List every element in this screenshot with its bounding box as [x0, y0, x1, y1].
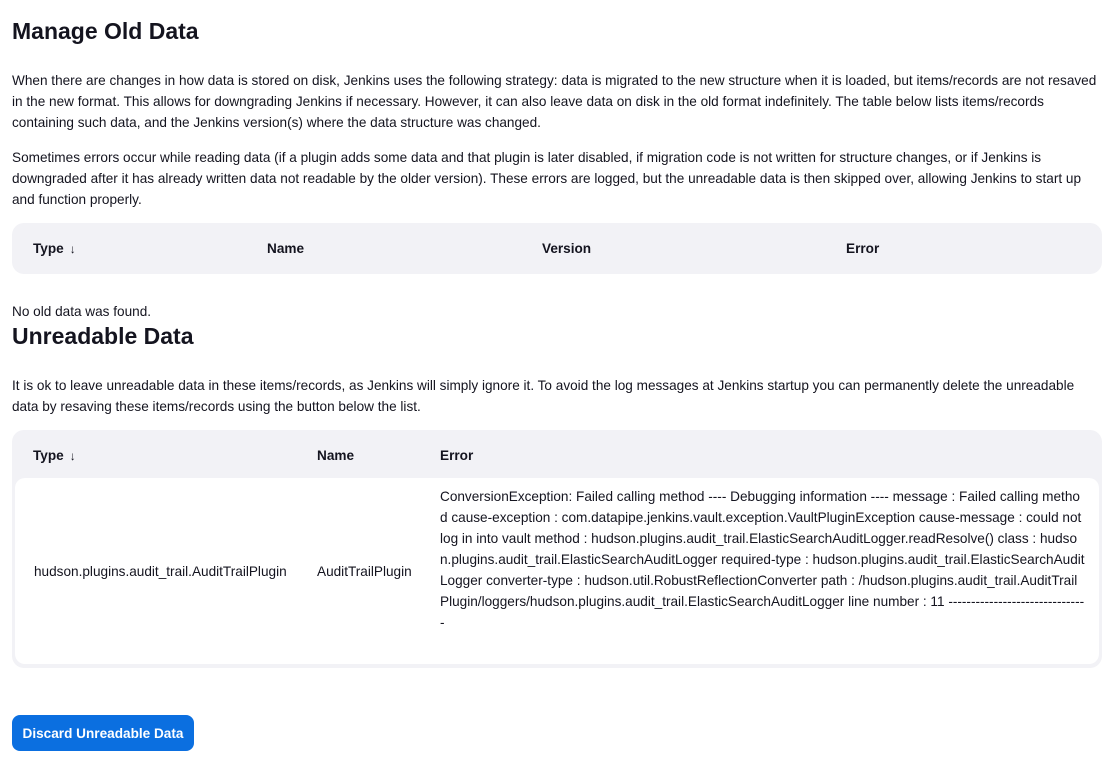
row-type-cell: hudson.plugins.audit_trail.AuditTrailPlugin [34, 564, 287, 579]
row-error-cell: ConversionException: Failed calling method ---- Debugging information ---- message : Failed calling method cause-exception : com.datapipe.jenkins.vault.exception.VaultPluginException cause-message : could not log in into vault method : hudson.plugins.audit_trail.ElasticSearchAuditLogger.readResolve() class : hudson.plugins.audit_trail.ElasticSearchAuditLogger required-type : hudson.plugins.audit_trail.ElasticSearchAuditLogger converter-type : hudson.util.RobustReflectionConverter path : /hudson.plugins.audit_trail.AuditTrailPlugin/loggers/hudson.plugins.audit_trail.ElasticSearchAuditLogger line number : 11 ------------------------------- [440, 489, 1085, 630]
unreadable-data-table [12, 430, 1102, 668]
sort-arrow-icon: ↓ [69, 449, 76, 463]
old-data-table [12, 223, 1102, 274]
no-old-data-message: No old data was found. [12, 304, 152, 319]
column-header-type[interactable] [33, 445, 76, 467]
unreadable-data-description: It is ok to leave unreadable data in these items/records, as Jenkins will simply ignore it. To avoid the log messages at Jenkins startup you can permanently delete the unreadable data by resaving these items/records using the button below the list. [12, 378, 1075, 414]
column-header-version[interactable]: Version [542, 241, 592, 256]
column-header-name[interactable]: Name [317, 448, 355, 463]
column-header-name[interactable]: Name [267, 241, 305, 256]
table-row [15, 478, 1099, 664]
sort-arrow-icon: ↓ [69, 242, 76, 256]
old-data-errors-description: Sometimes errors occur while reading data (if a plugin adds some data and that plugin is later disabled, if migration code is not written for structure changes, or if Jenkins is downgraded after it has already written data not readable by the older version). These errors are logged, but the unreadable data is then skipped over, allowing Jenkins to start up and function properly. [12, 150, 1082, 207]
unreadable-data-title: Unreadable Data [12, 323, 194, 349]
column-header-error[interactable]: Error [846, 241, 880, 256]
row-name-cell: AuditTrailPlugin [317, 564, 412, 579]
manage-old-data-title: Manage Old Data [12, 18, 199, 44]
column-type-label: Type [33, 241, 64, 256]
old-data-description: When there are changes in how data is stored on disk, Jenkins uses the following strategy: data is migrated to the new structure when it is loaded, but items/records are not resaved in the new format. This allows for downgrading Jenkins if necessary. However, it can also leave data on disk in the old format indefinitely. The table below lists items/records containing such data, and the Jenkins version(s) where the data structure was changed. [12, 73, 1097, 130]
column-header-type[interactable] [33, 238, 76, 260]
column-header-error[interactable]: Error [440, 448, 474, 463]
discard-unreadable-data-button[interactable]: Discard Unreadable Data [12, 715, 194, 751]
column-type-label: Type [33, 448, 64, 463]
